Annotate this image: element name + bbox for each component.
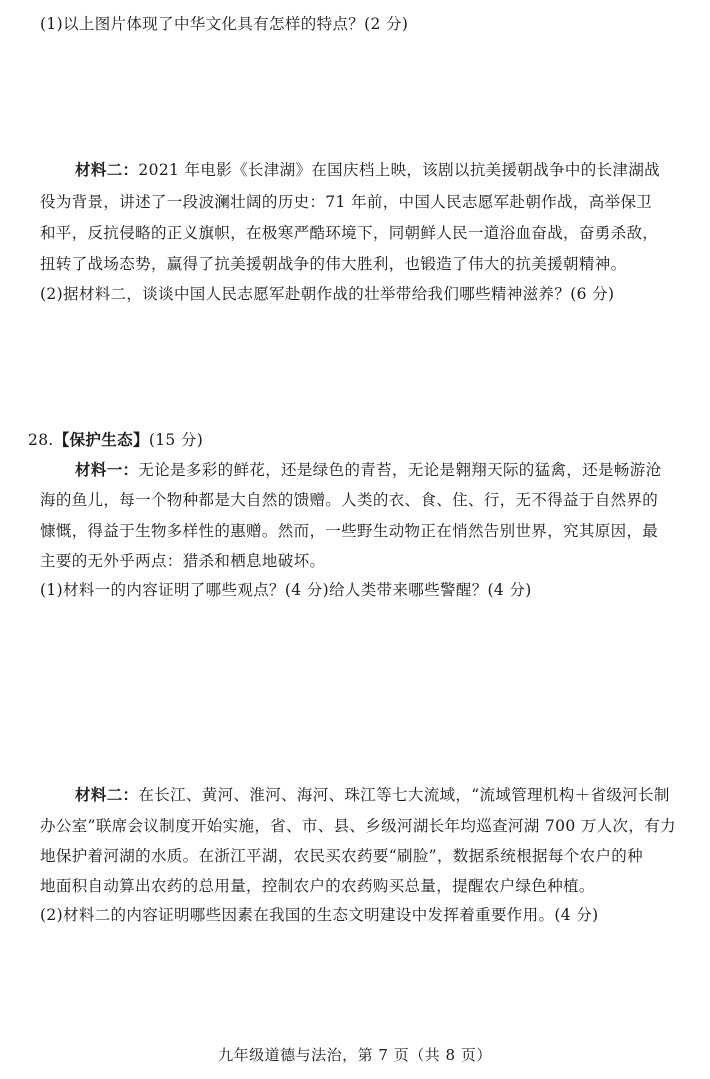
material-2b-line-1 [75,785,670,805]
material-text: 在长江、黄河、淮河、海河、珠江等七大流域，“流域管理机构＋省级河长制 [138,786,670,804]
question-number: 28. [28,431,54,449]
question-topic: 【保护生态】 [53,430,149,449]
material-label: 材料一： [75,460,139,479]
material-2-line-1 [75,160,660,180]
material-1-line-2: 海的鱼儿，每一个物种都是大自然的馈赠。人类的衣、食、住、行，无不得益于自然界的 [40,491,659,509]
material-1-line-1 [75,460,661,480]
material-2-line-3: 和平，反抗侵略的正义旗帜，在极寒严酷环境下，同朝鲜人民一道浴血奋战，奋勇杀敌， [40,224,659,242]
material-2-line-4: 扭转了战场态势，赢得了抗美援朝战争的伟大胜利，也锻造了伟大的抗美援朝精神。 [40,255,627,273]
question-28-2: (2)材料二的内容证明哪些因素在我国的生态文明建设中发挥着重要作用。(4 分) [40,906,599,924]
material-label: 材料二： [75,785,139,804]
question-27-1: (1)以上图片体现了中华文化具有怎样的特点？(2 分) [40,15,409,33]
question-28-1: (1)材料一的内容证明了哪些观点？(4 分)给人类带来哪些警醒？(4 分) [40,581,532,599]
material-2b-line-2: 办公室”联席会议制度开始实施，省、市、县、乡级河湖长年均巡查河湖 700 万人次，有力 [40,817,676,835]
material-2b-line-3: 地保护着河湖的水质。在浙江平湖，农民买农药要“刷脸”，数据系统根据每个农户的种 [40,847,644,865]
material-text: 2021 年电影《长津湖》在国庆档上映，该剧以抗美援朝战争中的长津湖战 [138,161,661,179]
material-1-line-4: 主要的无外乎两点：猎杀和栖息地破坏。 [40,552,326,570]
page-footer: 九年级道德与法治，第 7 页（共 8 页） [218,1046,492,1064]
question-28-heading [28,430,203,450]
material-text: 无论是多彩的鲜花，还是绿色的青苔，无论是翱翔天际的猛禽，还是畅游沧 [138,461,662,479]
material-2b-line-4: 地面积自动算出农药的总用量，控制农户的农药购买总量，提醒农户绿色种植。 [40,877,595,895]
question-27-2: (2)据材料二，谈谈中国人民志愿军赴朝作战的壮举带给我们哪些精神滋养？(6 分) [40,285,615,303]
question-score: (15 分) [148,431,204,449]
material-label: 材料二： [75,160,139,179]
material-2-line-2: 役为背景，讲述了一段波澜壮阔的历史：71 年前，中国人民志愿军赴朝作战，高举保卫 [40,193,653,211]
material-1-line-3: 慷慨，得益于生物多样性的惠赠。然而，一些野生动物正在悄然告别世界，究其原因，最 [40,522,659,540]
